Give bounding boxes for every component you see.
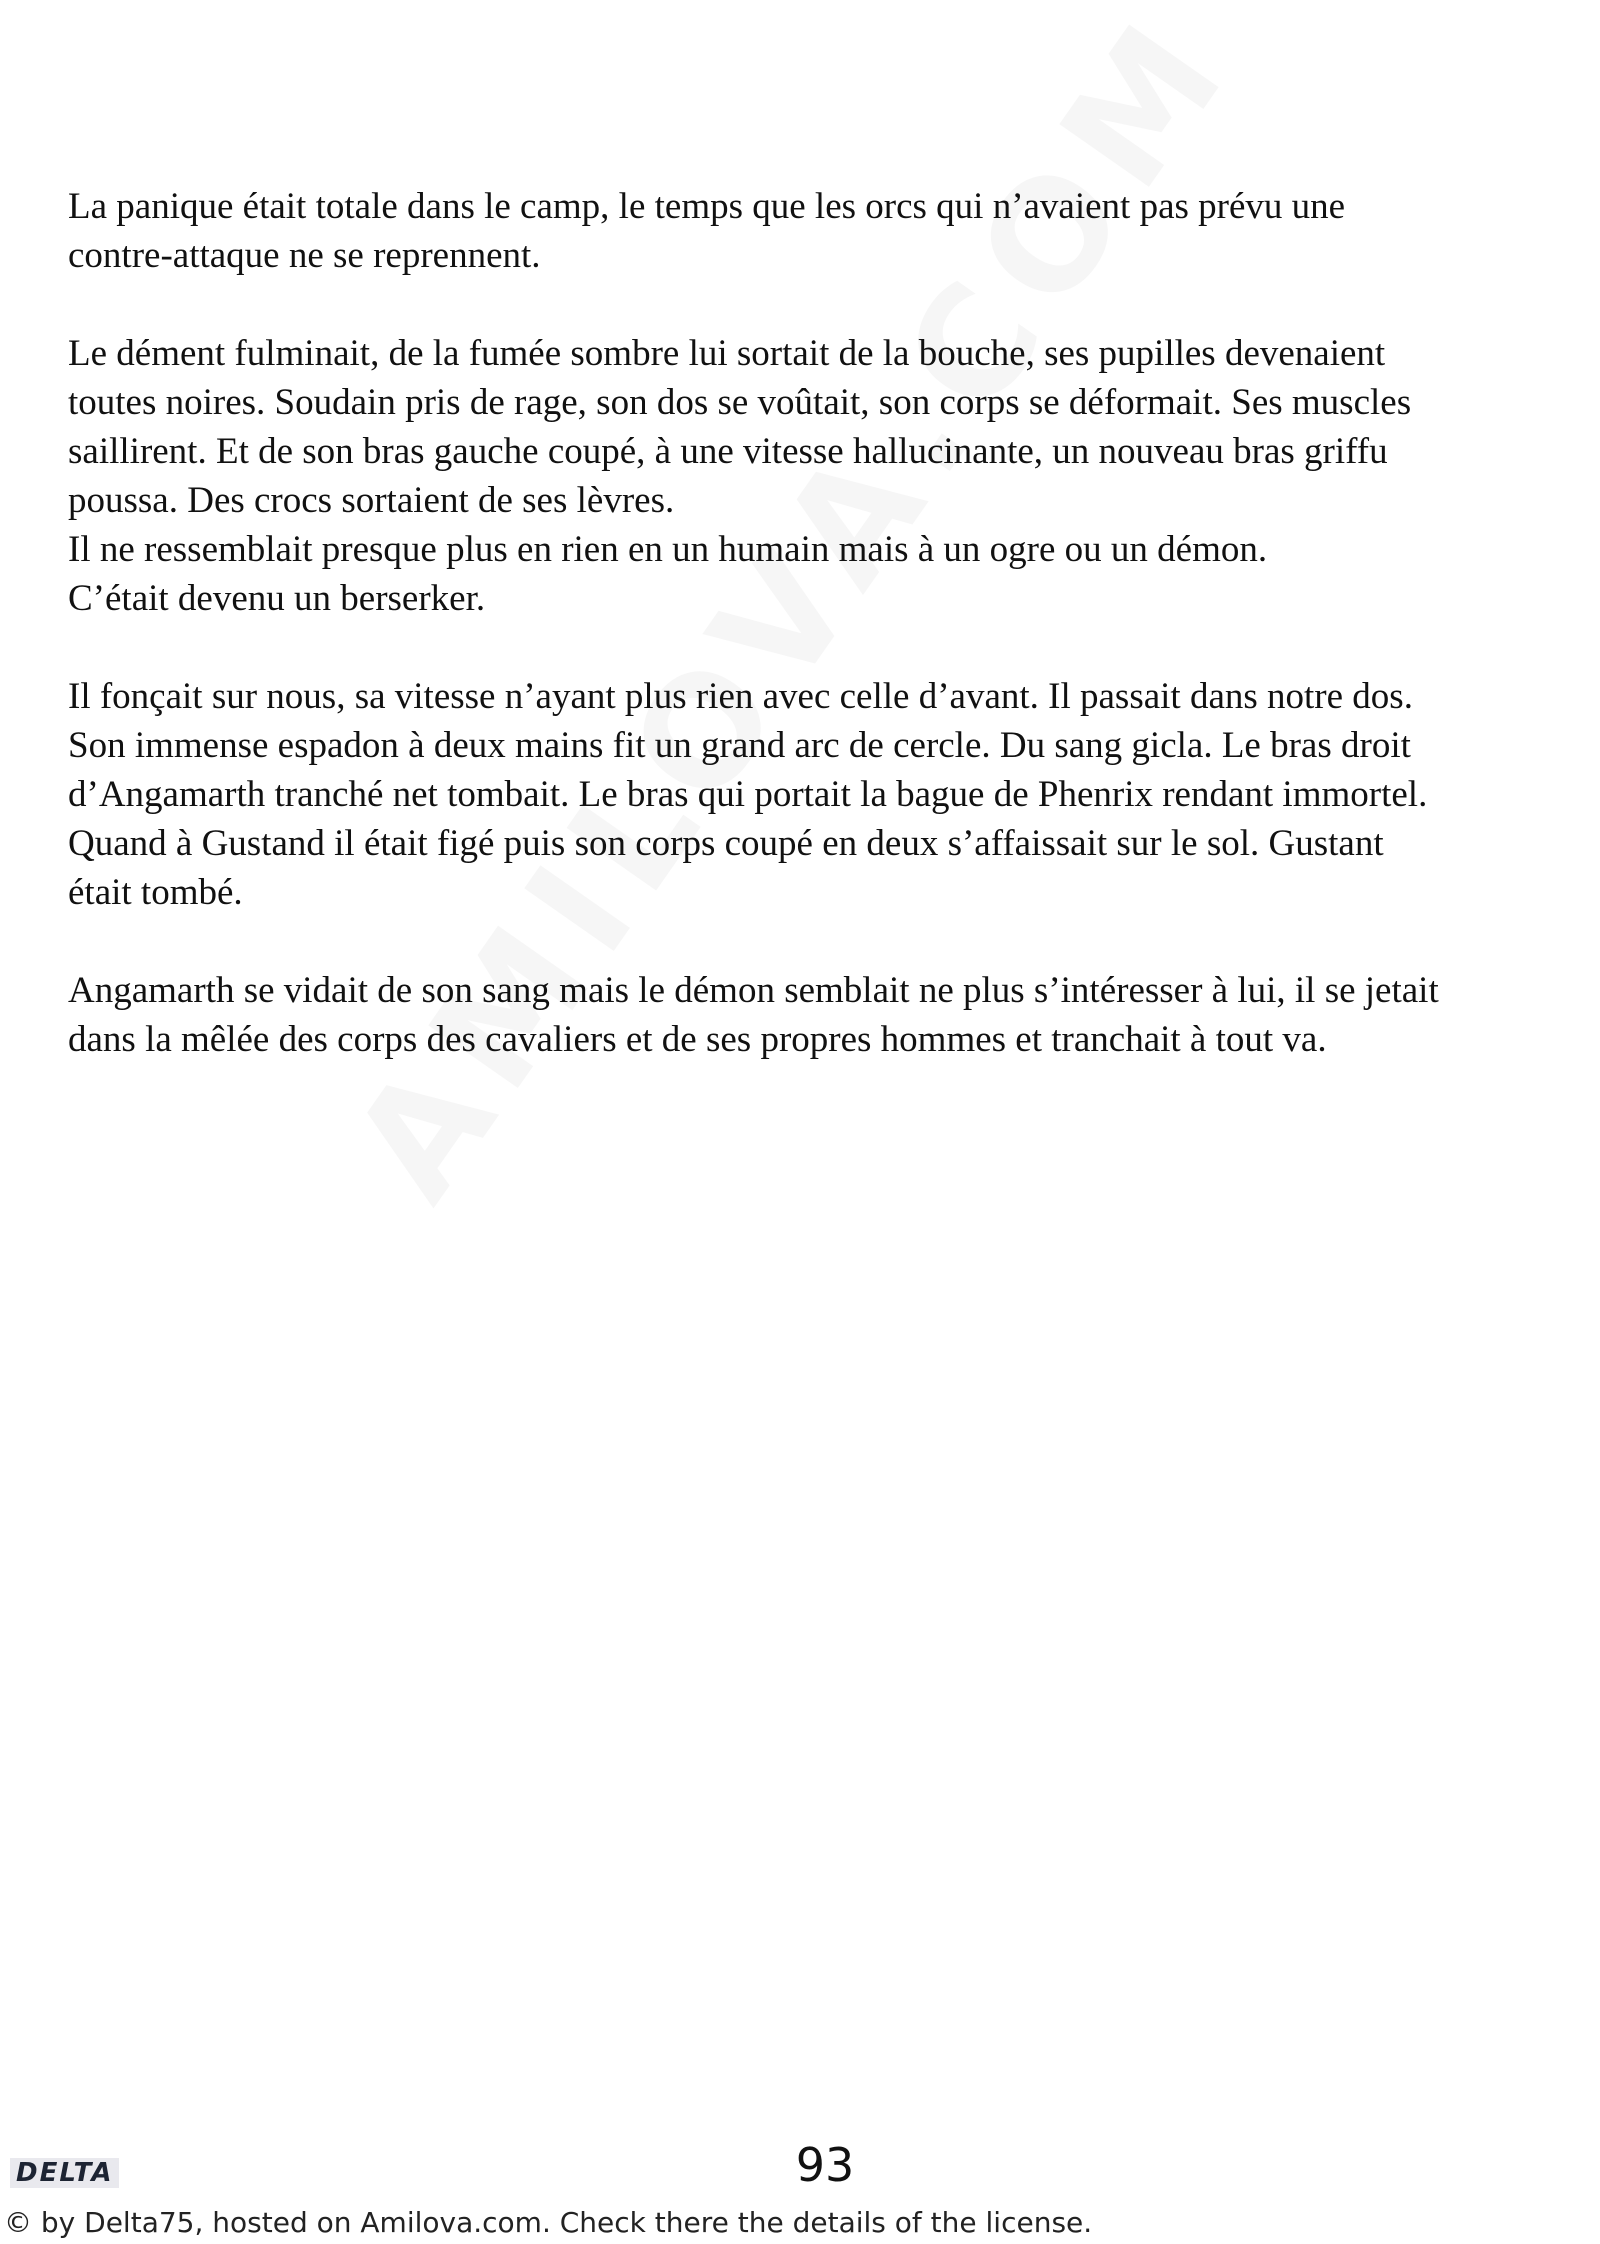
text-line: Angamarth se vidait de son sang mais le démon semblait ne plus s’intéresser à lui, il se jetait: [68, 970, 1439, 1011]
text-line: contre-attaque ne se reprennent.: [68, 235, 541, 276]
page-number: 93: [795, 2138, 855, 2192]
text-line: toutes noires. Soudain pris de rage, son dos se voûtait, son corps se déformait. Ses muscles: [68, 382, 1412, 423]
text-line: La panique était totale dans le camp, le temps que les orcs qui n’avaient pas prévu une: [68, 186, 1346, 227]
text-line: Il ne ressemblait presque plus en rien en un humain mais à un ogre ou un démon.: [68, 529, 1268, 570]
paragraph-1: [68, 182, 1588, 280]
license-notice: © by Delta75, hosted on Amilova.com. Check there the details of the license.: [4, 2206, 1093, 2239]
text-line: dans la mêlée des corps des cavaliers et de ses propres hommes et tranchait à tout va.: [68, 1019, 1327, 1060]
text-line: était tombé.: [68, 872, 243, 913]
paragraph-3: [68, 672, 1588, 917]
text-line: d’Angamarth tranché net tombait. Le bras qui portait la bague de Phenrix rendant immortel.: [68, 774, 1428, 815]
text-line: Le dément fulminait, de la fumée sombre lui sortait de la bouche, ses pupilles devenaient: [68, 333, 1386, 374]
delta-logo: DELTA: [10, 2158, 119, 2188]
paragraph-4: [68, 966, 1588, 1064]
text-line: Il fonçait sur nous, sa vitesse n’ayant plus rien avec celle d’avant. Il passait dans notre dos.: [68, 676, 1413, 717]
text-line: Quand à Gustand il était figé puis son corps coupé en deux s’affaissait sur le sol. Gustant: [68, 823, 1384, 864]
text-line: poussa. Des crocs sortaient de ses lèvres.: [68, 480, 675, 521]
text-line: Son immense espadon à deux mains fit un grand arc de cercle. Du sang gicla. Le bras droit: [68, 725, 1411, 766]
text-line: saillirent. Et de son bras gauche coupé, à une vitesse hallucinante, un nouveau bras griffu: [68, 431, 1388, 472]
paragraph-2: [68, 329, 1588, 623]
text-line: C’était devenu un berserker.: [68, 578, 486, 619]
story-text: [68, 182, 1588, 1113]
